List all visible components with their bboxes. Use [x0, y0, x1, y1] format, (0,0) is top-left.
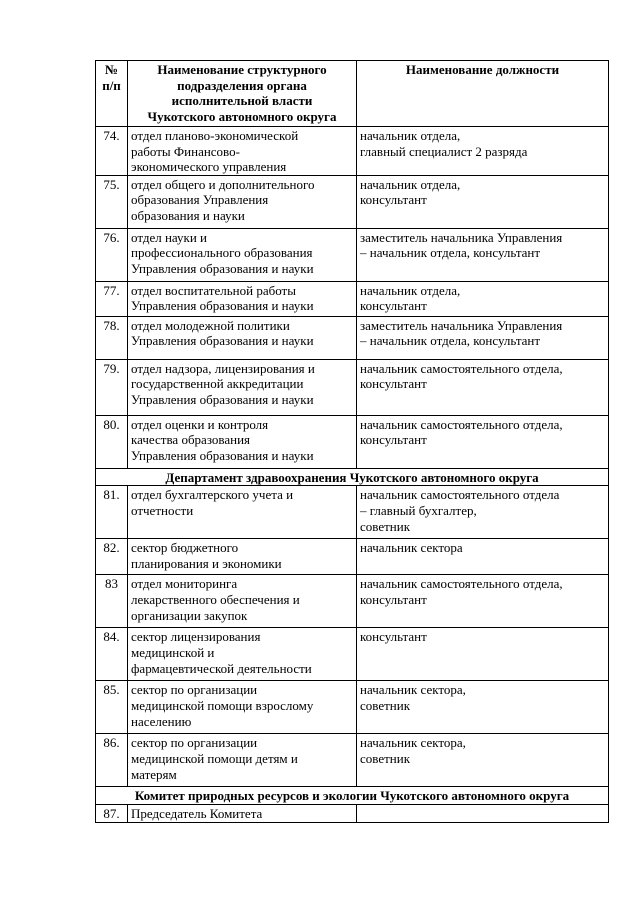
- table-row: [96, 175, 609, 228]
- section-heading: Комитет природных ресурсов и экологии Чукотского автономного округа: [96, 787, 609, 805]
- row-position: начальник отдела, консультант: [357, 281, 609, 316]
- row-number: 87.: [96, 804, 128, 822]
- table-row: [96, 281, 609, 316]
- header-number: № п/п: [96, 61, 128, 127]
- row-department: отдел надзора, лицензирования и государственной аккредитации Управления образования и науки: [128, 359, 357, 415]
- header-position: Наименование должности: [357, 61, 609, 127]
- table-row: [96, 681, 609, 734]
- row-position: начальник самостоятельного отдела, консультант: [357, 575, 609, 628]
- row-number: 75.: [96, 175, 128, 228]
- row-department: отдел бухгалтерского учета и отчетности: [128, 486, 357, 539]
- table-row: [96, 575, 609, 628]
- row-department: отдел молодежной политики Управления образования и науки: [128, 316, 357, 359]
- row-position: начальник сектора, советник: [357, 734, 609, 787]
- row-department: сектор по организации медицинской помощи взрослому населению: [128, 681, 357, 734]
- row-department: Председатель Комитета: [128, 804, 357, 822]
- table-header-row: [96, 61, 609, 127]
- row-department: сектор по организации медицинской помощи детям и матерям: [128, 734, 357, 787]
- table-row: [96, 127, 609, 176]
- row-position: заместитель начальника Управления – начальник отдела, консультант: [357, 228, 609, 281]
- row-position: консультант: [357, 628, 609, 681]
- row-number: 76.: [96, 228, 128, 281]
- row-department: отдел науки и профессионального образования Управления образования и науки: [128, 228, 357, 281]
- table-row: [96, 486, 609, 539]
- section-heading: Департамент здравоохранения Чукотского автономного округа: [96, 468, 609, 486]
- row-number: 80.: [96, 415, 128, 468]
- section-row: [96, 468, 609, 486]
- table-row: [96, 539, 609, 575]
- row-department: сектор лицензирования медицинской и фармацевтической деятельности: [128, 628, 357, 681]
- table-row: [96, 359, 609, 415]
- row-number: 81.: [96, 486, 128, 539]
- row-number: 85.: [96, 681, 128, 734]
- row-position: начальник отдела, главный специалист 2 разряда: [357, 127, 609, 176]
- row-position: начальник самостоятельного отдела, консультант: [357, 359, 609, 415]
- row-department: отдел общего и дополнительного образования Управления образования и науки: [128, 175, 357, 228]
- table-row: [96, 228, 609, 281]
- row-department: отдел планово-экономической работы Финансово- экономического управления: [128, 127, 357, 176]
- row-number: 86.: [96, 734, 128, 787]
- row-position: начальник сектора, советник: [357, 681, 609, 734]
- section-row: [96, 787, 609, 805]
- row-number: 74.: [96, 127, 128, 176]
- row-department: отдел воспитательной работы Управления образования и науки: [128, 281, 357, 316]
- positions-table: [95, 60, 609, 823]
- table-row: [96, 734, 609, 787]
- row-number: 84.: [96, 628, 128, 681]
- row-position: заместитель начальника Управления – начальник отдела, консультант: [357, 316, 609, 359]
- row-number: 77.: [96, 281, 128, 316]
- row-department: отдел оценки и контроля качества образования Управления образования и науки: [128, 415, 357, 468]
- table-row: [96, 628, 609, 681]
- row-number: 78.: [96, 316, 128, 359]
- row-position: начальник отдела, консультант: [357, 175, 609, 228]
- header-department: Наименование структурного подразделения органа исполнительной власти Чукотского автономного округа: [128, 61, 357, 127]
- row-position: начальник самостоятельного отдела – главный бухгалтер, советник: [357, 486, 609, 539]
- row-number: 82.: [96, 539, 128, 575]
- table-row: [96, 316, 609, 359]
- table-row: [96, 415, 609, 468]
- row-position: начальник самостоятельного отдела, консультант: [357, 415, 609, 468]
- row-department: сектор бюджетного планирования и экономики: [128, 539, 357, 575]
- row-number: 79.: [96, 359, 128, 415]
- row-position: [357, 804, 609, 822]
- table-row: [96, 804, 609, 822]
- row-position: начальник сектора: [357, 539, 609, 575]
- row-department: отдел мониторинга лекарственного обеспечения и организации закупок: [128, 575, 357, 628]
- row-number: 83: [96, 575, 128, 628]
